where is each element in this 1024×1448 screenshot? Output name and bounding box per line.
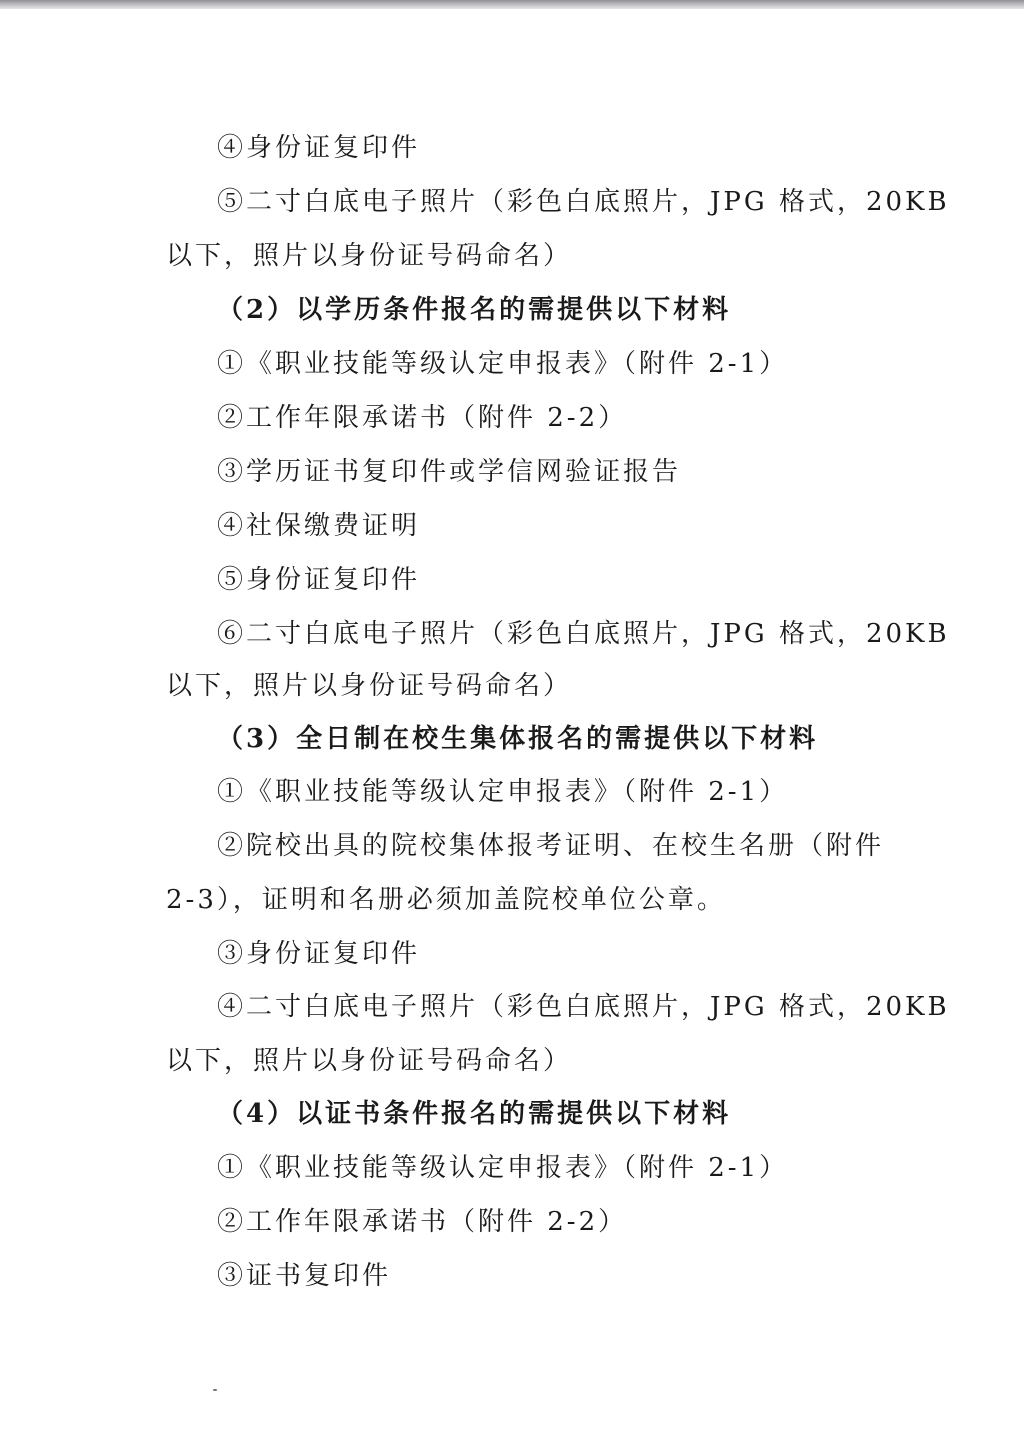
section-heading-certificate: （4）以证书条件报名的需提供以下材料 <box>217 1099 732 1129</box>
list-item-diploma-copy: ③学历证书复印件或学信网验证报告 <box>217 457 682 487</box>
list-item-photo-continued: 以下，照片以身份证号码命名） <box>166 241 573 271</box>
list-item-photo: ⑤二寸白底电子照片（彩色白底照片，JPG 格式，20KB <box>217 187 950 217</box>
section-heading-education: （2）以学历条件报名的需提供以下材料 <box>217 295 732 325</box>
list-item-application-form: ①《职业技能等级认定申报表》（附件 2-1） <box>217 777 789 807</box>
list-item-certificate-copy: ③证书复印件 <box>217 1261 392 1291</box>
list-item-photo-continued: 以下，照片以身份证号码命名） <box>166 1046 573 1076</box>
list-item-id-copy: ④身份证复印件 <box>217 133 421 163</box>
list-item-work-pledge: ②工作年限承诺书（附件 2-2） <box>217 403 628 433</box>
list-item-application-form: ①《职业技能等级认定申报表》（附件 2-1） <box>217 1153 789 1183</box>
list-item-school-certificate: ②院校出具的院校集体报考证明、在校生名册（附件 <box>217 831 885 861</box>
list-item-id-copy: ③身份证复印件 <box>217 939 421 969</box>
list-item-work-pledge: ②工作年限承诺书（附件 2-2） <box>217 1207 628 1237</box>
list-item-photo-continued: 以下，照片以身份证号码命名） <box>166 671 573 701</box>
scan-speck <box>213 1389 217 1391</box>
list-item-school-certificate-continued: 2-3），证明和名册必须加盖院校单位公章。 <box>166 885 726 915</box>
list-item-application-form: ①《职业技能等级认定申报表》（附件 2-1） <box>217 349 789 379</box>
section-heading-students: （3）全日制在校生集体报名的需提供以下材料 <box>217 724 819 754</box>
list-item-social-security: ④社保缴费证明 <box>217 511 421 541</box>
list-item-photo: ⑥二寸白底电子照片（彩色白底照片，JPG 格式，20KB <box>217 619 950 649</box>
list-item-id-copy: ⑤身份证复印件 <box>217 565 421 595</box>
list-item-photo: ④二寸白底电子照片（彩色白底照片，JPG 格式，20KB <box>217 992 950 1022</box>
